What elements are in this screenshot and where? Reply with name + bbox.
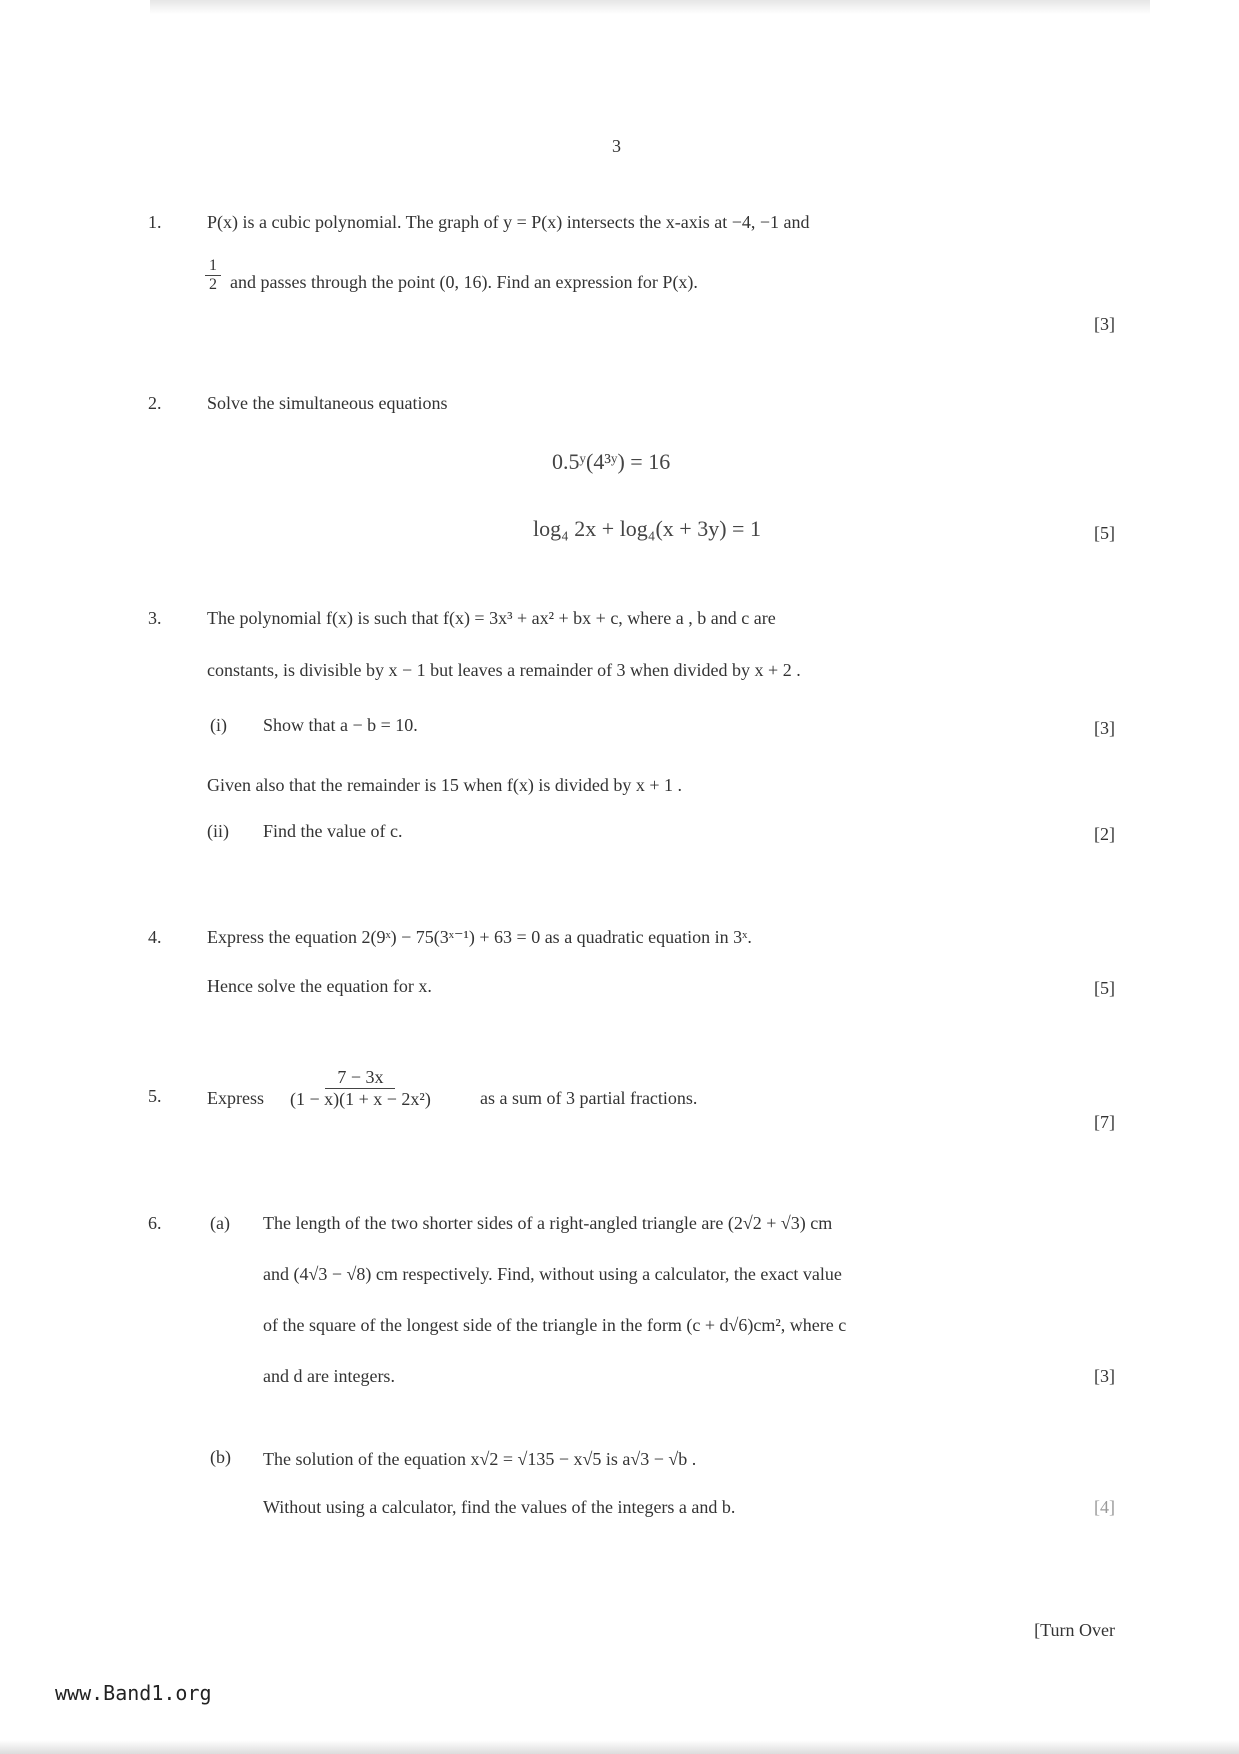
- question-6a-line2: and (4√3 − √8) cm respectively. Find, without using a calculator, the exact value: [263, 1264, 842, 1284]
- question-5-number: 5.: [148, 1086, 162, 1106]
- question-4-line2: Hence solve the equation for x.: [207, 976, 432, 996]
- question-5-suffix: as a sum of 3 partial fractions.: [480, 1088, 698, 1108]
- question-1-fraction: [205, 257, 221, 294]
- question-6-number: 6.: [148, 1213, 162, 1233]
- question-2-mark: [5]: [1094, 523, 1115, 543]
- question-2-number: 2.: [148, 393, 162, 413]
- fraction-numerator: 7 − 3x: [325, 1067, 395, 1089]
- question-6b-mark: [4]: [1094, 1497, 1115, 1517]
- question-1-line1: P(x) is a cubic polynomial. The graph of y = P(x) intersects the x-axis at −4, −1 and: [207, 212, 810, 232]
- fraction-denominator: (1 − x)(1 + x − 2x²): [290, 1089, 431, 1109]
- question-6a-line4: and d are integers.: [263, 1366, 395, 1386]
- question-2-equation-2: log₄ 2x + log₄(x + 3y) = 1: [533, 516, 761, 541]
- question-3-part-i: Show that a − b = 10.: [263, 715, 418, 735]
- question-1-number: 1.: [148, 212, 162, 232]
- fraction-numerator: 1: [205, 257, 221, 276]
- question-5-prefix: Express: [207, 1088, 264, 1108]
- question-3-number: 3.: [148, 608, 162, 628]
- page-number: 3: [612, 136, 621, 156]
- question-6b-line2: Without using a calculator, find the values of the integers a and b.: [263, 1497, 736, 1517]
- question-3-part-ii: Find the value of c.: [263, 821, 403, 841]
- question-3-given: Given also that the remainder is 15 when f(x) is divided by x + 1 .: [207, 775, 683, 795]
- question-6a-line1: The length of the two shorter sides of a right-angled triangle are (2√2 + √3) cm: [263, 1213, 833, 1233]
- question-1-mark: [3]: [1094, 314, 1115, 334]
- question-3-part-ii-label: (ii): [207, 821, 229, 841]
- question-5-mark: [7]: [1094, 1112, 1115, 1132]
- question-6b-line1: The solution of the equation x√2 = √135 − x√5 is a√3 − √b .: [263, 1449, 697, 1469]
- question-3-part-ii-mark: [2]: [1094, 824, 1115, 844]
- question-3-line1: The polynomial f(x) is such that f(x) = 3x³ + ax² + bx + c, where a , b and c are: [207, 608, 776, 628]
- scan-artifact-bottom: [0, 1740, 1239, 1754]
- fraction-denominator: 2: [209, 276, 217, 293]
- question-6a-mark: [3]: [1094, 1366, 1115, 1386]
- question-3-part-i-label: (i): [210, 715, 227, 735]
- question-4-line1: Express the equation 2(9ˣ) − 75(3ˣ⁻¹) + 63 = 0 as a quadratic equation in 3ˣ.: [207, 927, 752, 947]
- footer-url: www.Band1.org: [55, 1681, 212, 1705]
- question-4-mark: [5]: [1094, 978, 1115, 998]
- question-5-fraction: [286, 1067, 435, 1110]
- question-2-line1: Solve the simultaneous equations: [207, 393, 448, 413]
- question-6a-line3: of the square of the longest side of the triangle in the form (c + d√6)cm², where c: [263, 1315, 847, 1335]
- turn-over-label: [Turn Over: [1034, 1620, 1115, 1640]
- question-4-number: 4.: [148, 927, 162, 947]
- scan-artifact-top: [150, 0, 1150, 14]
- question-6-part-b-label: (b): [210, 1447, 231, 1467]
- question-1-line2: and passes through the point (0, 16). Find an expression for P(x).: [230, 272, 698, 292]
- question-6-part-a-label: (a): [210, 1213, 230, 1233]
- question-3-part-i-mark: [3]: [1094, 718, 1115, 738]
- question-2-equation-1: 0.5ʸ(4³ʸ) = 16: [552, 449, 671, 474]
- question-3-line2: constants, is divisible by x − 1 but leaves a remainder of 3 when divided by x + 2 .: [207, 660, 801, 680]
